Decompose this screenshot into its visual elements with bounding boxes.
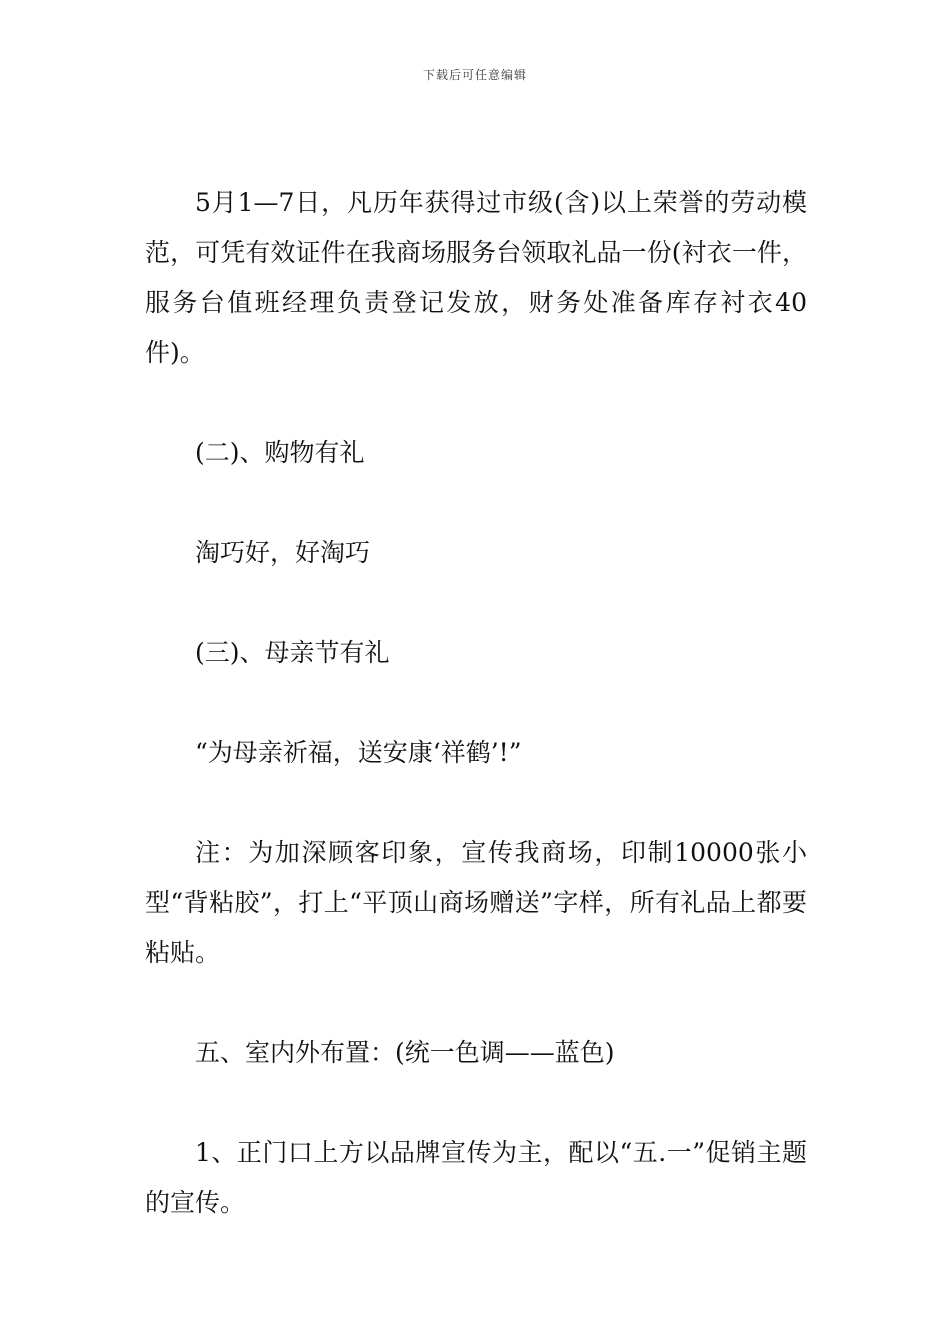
paragraph-spacer bbox=[145, 578, 807, 628]
page-header: 下载后可任意编辑 bbox=[422, 68, 527, 82]
heading-mothers-day-gift: (三)、母亲节有礼 bbox=[195, 638, 390, 667]
paragraph-mothers-day-slogan: “为母亲祈福，送安康‘祥鹤’!” bbox=[195, 738, 522, 767]
paragraph-labor-model-gift: 5月1—7日，凡历年获得过市级(含)以上荣誉的劳动模范，可凭有效证件在我商场服务台领取礼品一份(衬衣一件，服务台值班经理负责登记发放，财务处准备库存衬衣40件)。 bbox=[145, 188, 807, 367]
paragraph-spacer bbox=[145, 478, 807, 528]
paragraph-spacer bbox=[145, 678, 807, 728]
paragraph-note-stickers: 注：为加深顾客印象，宣传我商场，印制10000张小型“背粘胶”，打上“平顶山商场赠送”字样，所有礼品上都要粘贴。 bbox=[145, 838, 807, 967]
paragraph-spacer bbox=[145, 778, 807, 828]
heading-decoration: 五、室内外布置：(统一色调——蓝色) bbox=[195, 1038, 615, 1067]
paragraph-spacer bbox=[145, 378, 807, 428]
paragraph-slogan: 淘巧好，好淘巧 bbox=[195, 538, 371, 567]
document-body bbox=[145, 178, 807, 1228]
paragraph-main-entrance: 1、正门口上方以品牌宣传为主，配以“五.一”促销主题的宣传。 bbox=[145, 1138, 807, 1217]
paragraph-spacer bbox=[145, 978, 807, 1028]
heading-shopping-gift: (二)、购物有礼 bbox=[195, 438, 365, 467]
paragraph-spacer bbox=[145, 1078, 807, 1128]
